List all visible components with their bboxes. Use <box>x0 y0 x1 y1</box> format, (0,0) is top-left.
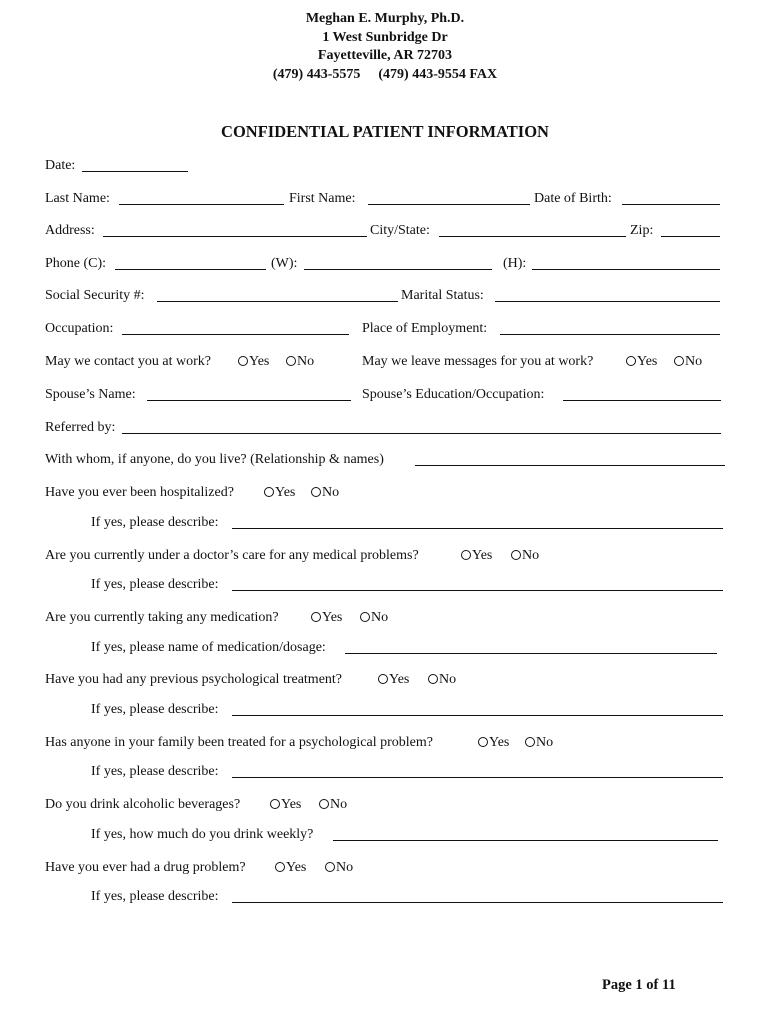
radio-circle-icon <box>238 356 248 366</box>
spouse-name-label: Spouse’s Name: <box>45 387 136 402</box>
phone-cell-label: Phone (C): <box>45 256 107 271</box>
radio-circle-icon <box>360 612 370 622</box>
leave-messages-question: May we leave messages for you at work? <box>362 354 594 369</box>
medication-followup-label: If yes, please name of medication/dosage: <box>91 640 326 655</box>
family-treatment-describe-field[interactable] <box>232 777 723 778</box>
doctor-care-followup-label: If yes, please describe: <box>91 577 219 592</box>
question-medication: Are you currently taking any medication? <box>45 610 279 625</box>
question-hospitalized: Have you ever been hospitalized? <box>45 485 234 500</box>
phone-work-field[interactable] <box>304 269 492 270</box>
drug-yes[interactable]: Yes <box>275 858 306 878</box>
provider-street: 1 West Sunbridge Dr <box>322 29 448 45</box>
psych-treatment-yes[interactable]: Yes <box>378 670 409 690</box>
drug-followup-label: If yes, please describe: <box>91 889 219 904</box>
hospitalized-no[interactable]: No <box>311 483 339 503</box>
marital-status-label: Marital Status: <box>401 288 484 303</box>
marital-status-field[interactable] <box>495 301 720 302</box>
provider-name: Meghan E. Murphy, Ph.D. <box>305 11 465 26</box>
family-treatment-yes[interactable]: Yes <box>478 733 509 753</box>
phone-work-label: (W): <box>271 256 298 271</box>
hospitalized-followup-label: If yes, please describe: <box>91 515 219 530</box>
hospitalized-describe-field[interactable] <box>232 528 723 529</box>
provider-phones <box>0 66 770 85</box>
ssn-field[interactable] <box>157 301 398 302</box>
contact-work-question: May we contact you at work? <box>45 354 211 369</box>
question-drug: Have you ever had a drug problem? <box>45 860 246 875</box>
city-state-field[interactable] <box>439 236 626 237</box>
radio-circle-icon <box>461 550 471 560</box>
last-name-field[interactable] <box>119 204 284 205</box>
radio-circle-icon <box>511 550 521 560</box>
leave-messages-yes[interactable]: Yes <box>626 352 657 372</box>
phone-home-field[interactable] <box>532 269 720 270</box>
question-psych-treatment: Have you had any previous psychological treatment? <box>45 672 343 687</box>
first-name-label: First Name: <box>289 191 356 206</box>
question-alcohol: Do you drink alcoholic beverages? <box>45 797 241 812</box>
contact-work-no[interactable]: No <box>286 352 314 372</box>
question-doctor-care: Are you currently under a doctor’s care for any medical problems? <box>45 548 419 563</box>
question-family-treatment: Has anyone in your family been treated for a psychological problem? <box>45 735 433 750</box>
radio-circle-icon <box>428 674 438 684</box>
radio-circle-icon <box>311 487 321 497</box>
provider-phone: (479) 443-5575 <box>272 66 361 82</box>
radio-circle-icon <box>264 487 274 497</box>
medication-dosage-field[interactable] <box>345 653 717 654</box>
psych-treatment-no[interactable]: No <box>428 670 456 690</box>
referred-by-field[interactable] <box>122 433 721 434</box>
last-name-label: Last Name: <box>45 191 110 206</box>
occupation-label: Occupation: <box>45 321 114 336</box>
first-name-field[interactable] <box>368 204 530 205</box>
leave-messages-no[interactable]: No <box>674 352 702 372</box>
radio-circle-icon <box>378 674 388 684</box>
radio-circle-icon <box>478 737 488 747</box>
radio-circle-icon <box>275 862 285 872</box>
spouse-education-label: Spouse’s Education/Occupation: <box>362 387 545 402</box>
drug-describe-field[interactable] <box>232 902 723 903</box>
radio-circle-icon <box>319 799 329 809</box>
occupation-field[interactable] <box>122 334 349 335</box>
address-label: Address: <box>45 223 95 238</box>
spouse-education-field[interactable] <box>563 400 721 401</box>
doctor-care-describe-field[interactable] <box>232 590 723 591</box>
zip-field[interactable] <box>661 236 720 237</box>
psych-treatment-describe-field[interactable] <box>232 715 723 716</box>
alcohol-weekly-field[interactable] <box>333 840 718 841</box>
page-number: Page 1 of 11 <box>602 977 676 993</box>
radio-circle-icon <box>325 862 335 872</box>
employment-field[interactable] <box>500 334 720 335</box>
radio-circle-icon <box>286 356 296 366</box>
phone-home-label: (H): <box>503 256 527 271</box>
family-treatment-no[interactable]: No <box>525 733 553 753</box>
spouse-name-field[interactable] <box>147 400 351 401</box>
radio-circle-icon <box>311 612 321 622</box>
drug-no[interactable]: No <box>325 858 353 878</box>
dob-label: Date of Birth: <box>534 191 612 206</box>
psych-treatment-followup-label: If yes, please describe: <box>91 702 219 717</box>
zip-label: Zip: <box>630 223 654 238</box>
medication-yes[interactable]: Yes <box>311 608 342 628</box>
provider-city: Fayetteville, AR 72703 <box>317 48 453 63</box>
alcohol-followup-label: If yes, how much do you drink weekly? <box>91 827 314 842</box>
phone-cell-field[interactable] <box>115 269 266 270</box>
provider-fax: (479) 443-9554 FAX <box>378 66 498 82</box>
form-title: CONFIDENTIAL PATIENT INFORMATION <box>221 122 549 141</box>
live-with-label: With whom, if anyone, do you live? (Relationship & names) <box>45 452 384 467</box>
radio-circle-icon <box>674 356 684 366</box>
date-label: Date: <box>45 158 76 173</box>
radio-circle-icon <box>525 737 535 747</box>
city-state-label: City/State: <box>370 223 430 238</box>
hospitalized-yes[interactable]: Yes <box>264 483 295 503</box>
contact-work-yes[interactable]: Yes <box>238 352 269 372</box>
address-field[interactable] <box>103 236 367 237</box>
date-field[interactable] <box>82 171 188 172</box>
doctor-care-no[interactable]: No <box>511 546 539 566</box>
alcohol-no[interactable]: No <box>319 795 347 815</box>
doctor-care-yes[interactable]: Yes <box>461 546 492 566</box>
radio-circle-icon <box>270 799 280 809</box>
ssn-label: Social Security #: <box>45 288 145 303</box>
dob-field[interactable] <box>622 204 720 205</box>
medication-no[interactable]: No <box>360 608 388 628</box>
referred-by-label: Referred by: <box>45 420 116 435</box>
family-treatment-followup-label: If yes, please describe: <box>91 764 219 779</box>
letterhead <box>0 10 770 84</box>
live-with-field[interactable] <box>415 465 725 466</box>
employment-label: Place of Employment: <box>362 321 488 336</box>
radio-circle-icon <box>626 356 636 366</box>
alcohol-yes[interactable]: Yes <box>270 795 301 815</box>
